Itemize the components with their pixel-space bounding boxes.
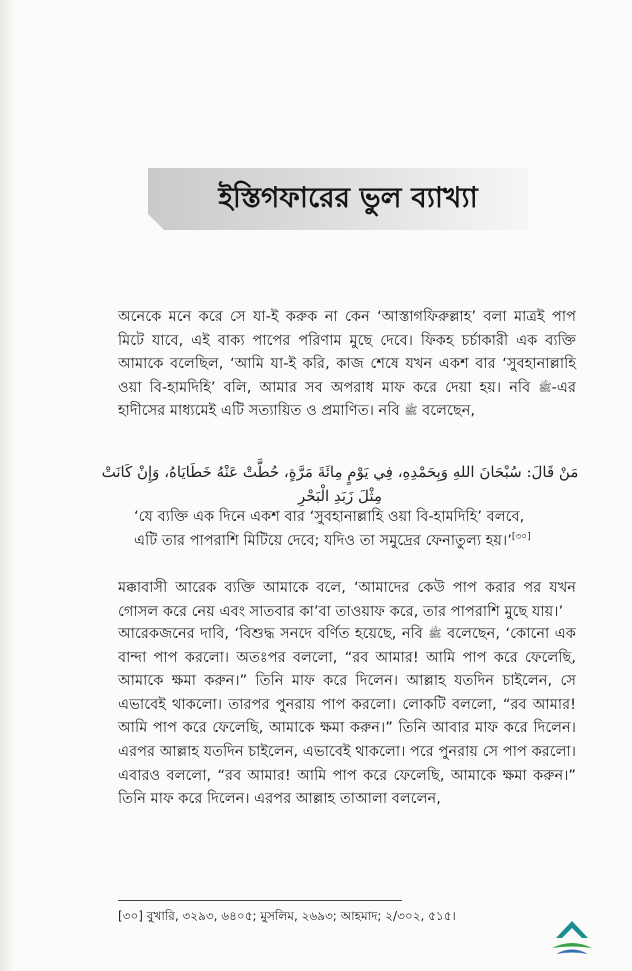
footnote-reference[interactable]: [৩০]	[511, 531, 531, 542]
page-edge-shadow	[0, 0, 14, 971]
quote-line: এটি তার পাপরাশি মিটিয়ে দেবে; যদিও তা সমুদ্রের ফেনাতুল্য হয়।’[৩০]	[134, 531, 531, 549]
salawat-icon: ﷺ	[428, 627, 442, 640]
logo-wave-shape	[552, 943, 592, 948]
logo-roof-shape	[556, 921, 588, 938]
salawat-icon: ﷺ	[538, 380, 552, 394]
paragraph-1: অনেকে মনে করে সে যা-ই করুক না কেন ‘আস্তাগফিরুল্লাহ’ বলা মাত্রই পাপ মিটে যাবে, এই বাক্য পাপের পরিণাম মুছে দেবে। ফিকহ চর্চাকারী এক ব্যক্তি আমাকে বলেছিল, ‘আমি যা-ই করি, কাজ শেষে যখন একশ বার ‘সুবহানাল্লাহি ওয়া বি-হামদিহি’ বলি, আমার সব অপরাধ মাফ করে দেয়া হয়। নবি ﷺ-এর হাদীসের মাধ্যমেই এটি সত্যায়িত ও প্রমাণিত। নবি ﷺ বলেছেন,	[118, 308, 577, 420]
logo-book-shape	[556, 950, 588, 955]
translated-quote	[134, 505, 564, 552]
footnote-divider	[118, 900, 402, 901]
paragraph-2: মক্কাবাসী আরেক ব্যক্তি আমাকে বলে, ‘আমাদের কেউ পাপ করার পর যখন গোসল করে নেয় এবং সাতবার কা’বা তাওয়াফ করে, তার পাপরাশি মুছে যায়।’	[118, 579, 576, 620]
quote-line: ‘যে ব্যক্তি এক দিনে একশ বার ‘সুবহানাল্লাহি ওয়া বি-হামদিহি’ বলবে,	[134, 508, 525, 525]
footnote: [৩০] বুখারি, ৩২৯৩, ৬৪০৫; মুসলিম, ২৬৯৩; আহমাদ; ২/৩০২, ৫১৫।	[118, 909, 456, 923]
paragraph-3: আরেকজনের দাবি, ‘বিশুদ্ধ সনদে বর্ণিত হয়েছে, নবি ﷺ বলেছেন, ‘কোনো এক বান্দা পাপ করলো। অতঃপর বললো, “রব আমার! আমি পাপ করে ফেলেছি, আমাকে ক্ষমা করুন।” তিনি মাফ করে দিলেন। আল্লাহ যতদিন চাইলেন, সে এভাবেই থাকলো। তারপর পুনরায় পাপ করলো। লোকটি বললো, “রব আমার! আমি পাপ করে ফেলেছি, আমাকে ক্ষমা করুন।” তিনি আবার মাফ করে দিলেন। এরপর আল্লাহ যতদিন চাইলেন, এভাবেই থাকলো। পরে পুনরায় সে পাপ করলো। এবারও বললো, “রব আমার! আমি পাপ করে ফেলেছি, আমাকে ক্ষমা করুন।” তিনি মাফ করে দিলেন। এরপর আল্লাহ তাআলা বললেন,	[118, 625, 577, 808]
arabic-hadith: مَنْ قَالَ: سُبْحَانَ اللهِ وَبِحَمْدِهِ، فِي يَوْمٍ مِائَةَ مَرَّةٍ، حُطَّتْ عَنْهُ خَطَايَاهُ، وَإِنْ كَانَتْ مِثْلَ زَبَدِ الْبَحْرِ	[101, 463, 579, 505]
chapter-title: ইস্তিগফারের ভুল ব্যাখ্যা	[218, 181, 478, 214]
salawat-icon: ﷺ	[404, 404, 418, 418]
publisher-logo-icon	[548, 918, 596, 962]
